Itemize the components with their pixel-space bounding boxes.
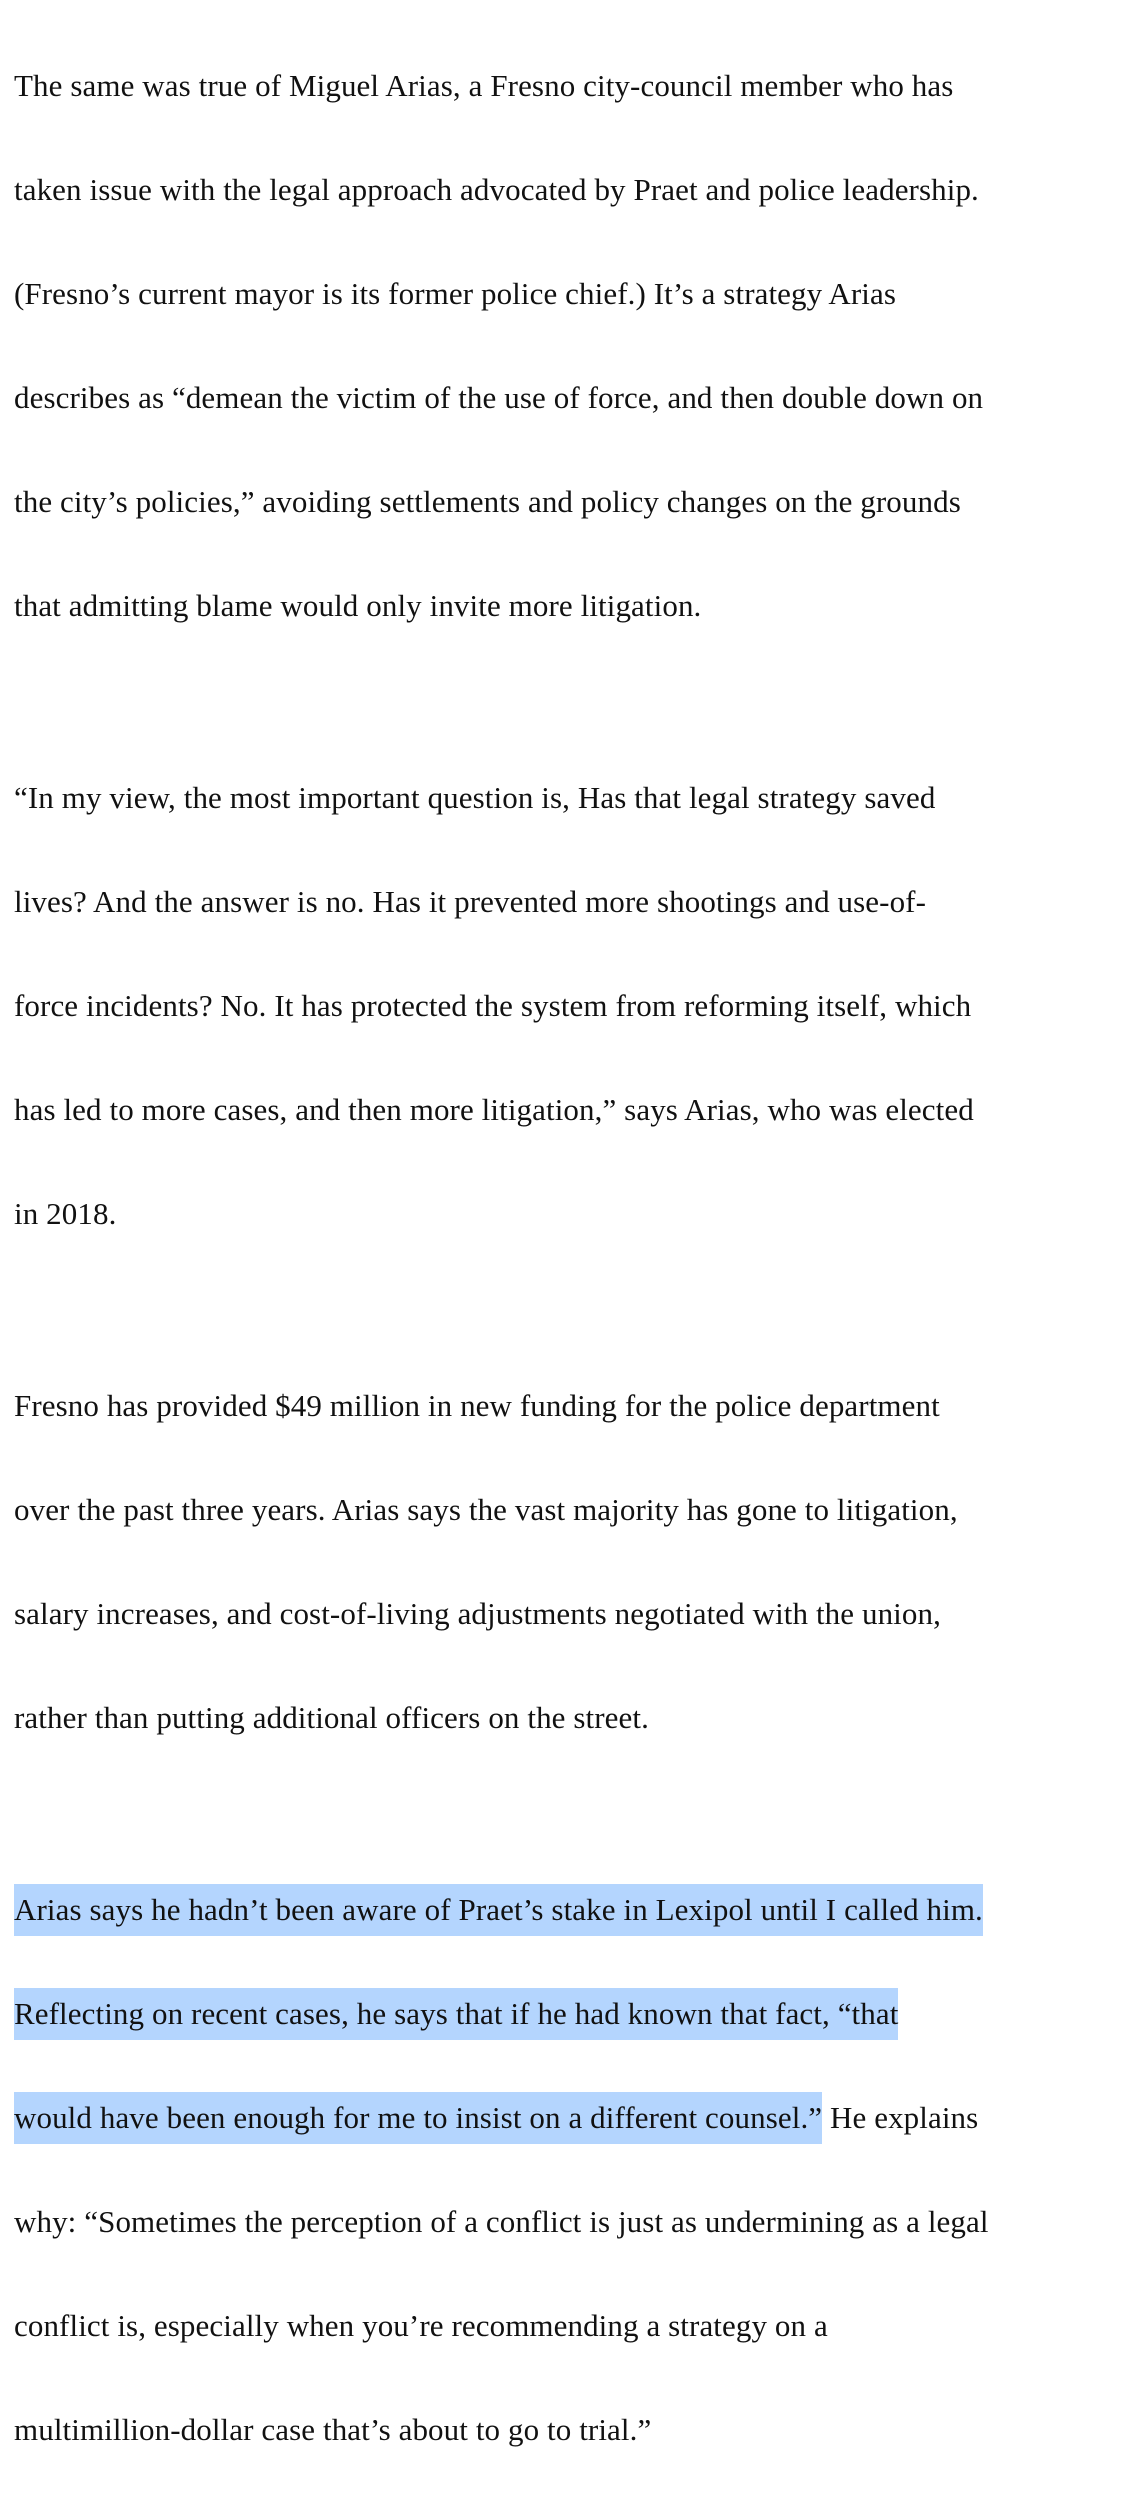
text-line xyxy=(14,1884,1134,1936)
text-line: salary increases, and cost-of-living adjustments negotiated with the union, xyxy=(14,1596,941,1631)
paragraph xyxy=(14,1832,1134,2508)
text-fragment: He explains xyxy=(822,2100,979,2135)
text-line: Fresno has provided $49 million in new funding for the police department xyxy=(14,1388,940,1423)
text-line: in 2018. xyxy=(14,1196,117,1231)
paragraph xyxy=(14,1328,1134,1796)
text-line: over the past three years. Arias says the vast majority has gone to litigation, xyxy=(14,1492,958,1527)
text-line: The same was true of Miguel Arias, a Fresno city-council member who has xyxy=(14,68,954,103)
text-line: conflict is, especially when you’re recommending a strategy on a xyxy=(14,2308,828,2343)
text-line xyxy=(14,1988,1134,2040)
text-line: that admitting blame would only invite more litigation. xyxy=(14,588,702,623)
text-line: has led to more cases, and then more litigation,” says Arias, who was elected xyxy=(14,1092,974,1127)
text-line: why: “Sometimes the perception of a conflict is just as undermining as a legal xyxy=(14,2204,989,2239)
text-line: “In my view, the most important question is, Has that legal strategy saved xyxy=(14,780,936,815)
text-line: taken issue with the legal approach advocated by Praet and police leadership. xyxy=(14,172,979,207)
paragraph xyxy=(14,8,1134,684)
text-line: (Fresno’s current mayor is its former police chief.) It’s a strategy Arias xyxy=(14,276,897,311)
article-body xyxy=(14,8,1134,2508)
paragraph xyxy=(14,720,1134,1292)
text-line: lives? And the answer is no. Has it prevented more shootings and use-of- xyxy=(14,884,927,919)
selected-text[interactable]: would have been enough for me to insist on a different counsel.” xyxy=(14,2092,822,2144)
text-line: the city’s policies,” avoiding settlements and policy changes on the grounds xyxy=(14,484,961,519)
selected-text[interactable]: Reflecting on recent cases, he says that if he had known that fact, “that xyxy=(14,1988,898,2040)
selected-text[interactable]: Arias says he hadn’t been aware of Praet’s stake in Lexipol until I called him. xyxy=(14,1884,983,1936)
text-line xyxy=(14,2092,1134,2144)
text-line: force incidents? No. It has protected the system from reforming itself, which xyxy=(14,988,972,1023)
text-line: multimillion-dollar case that’s about to go to trial.” xyxy=(14,2412,652,2447)
text-line: rather than putting additional officers on the street. xyxy=(14,1700,649,1735)
text-line: describes as “demean the victim of the use of force, and then double down on xyxy=(14,380,984,415)
